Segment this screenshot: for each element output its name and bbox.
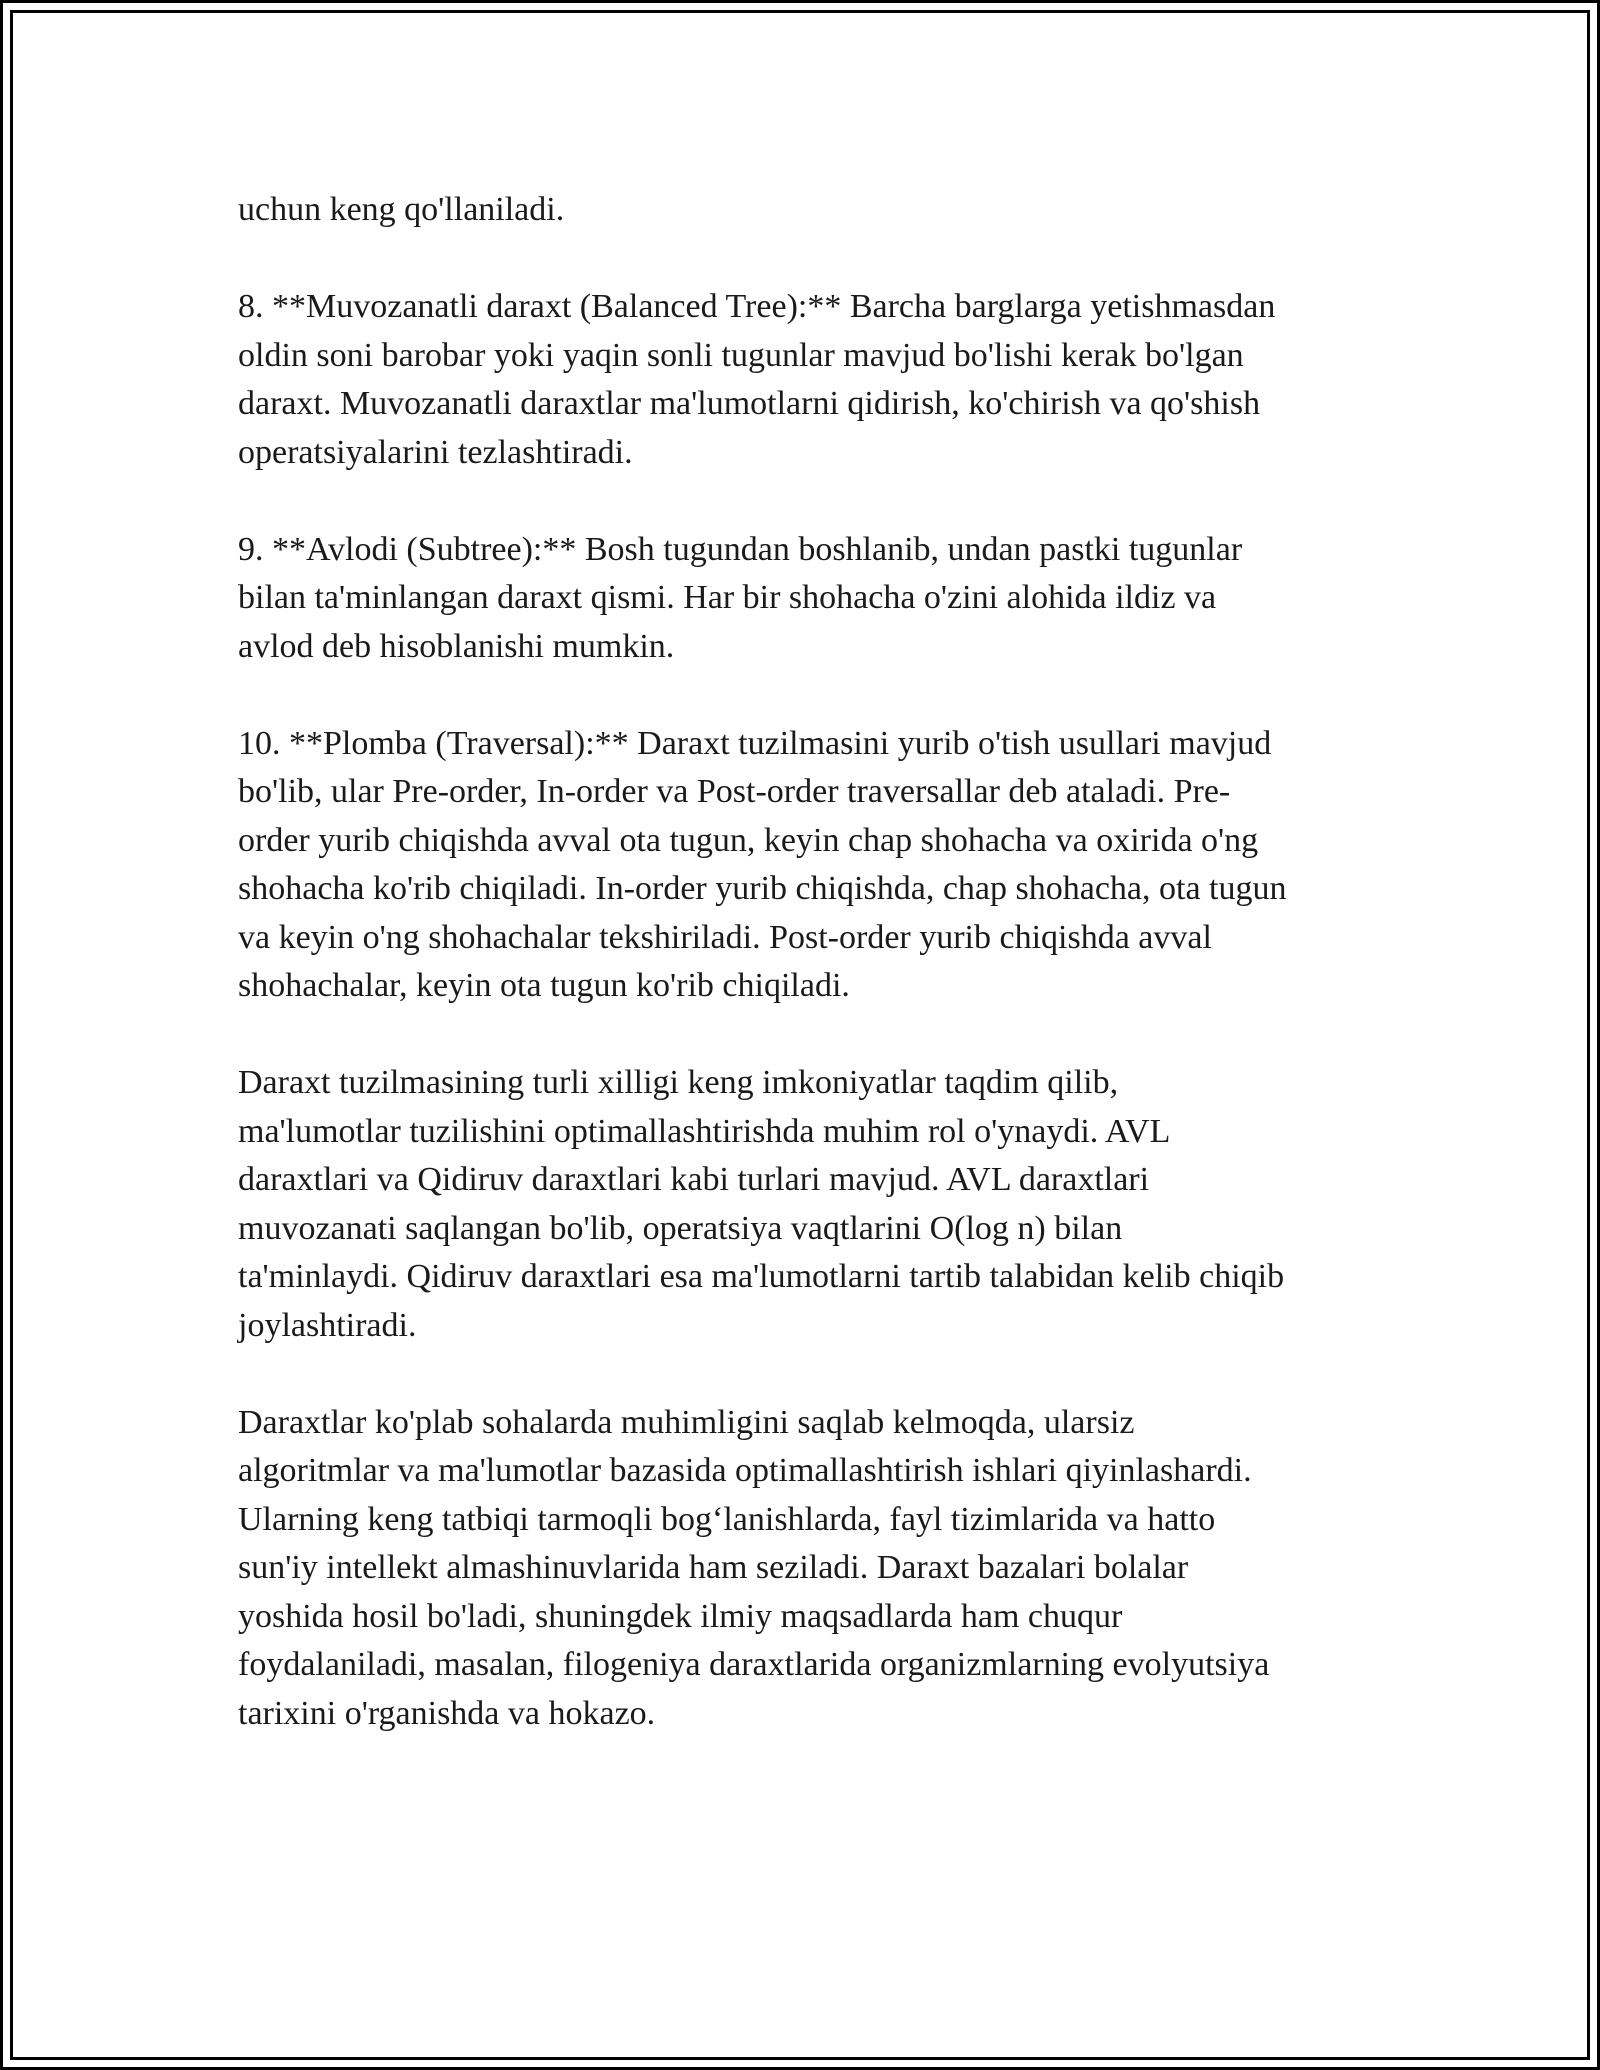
text-line: 9. **Avlodi (Subtree):** Bosh tugundan boshlanib, undan pastki tugunlar	[238, 530, 1243, 568]
document-body	[238, 186, 1378, 1787]
text-line: Ularning keng tatbiqi tarmoqli bog‘lanishlarda, fayl tizimlarida va hatto	[238, 1500, 1216, 1538]
text-line: yoshida hosil bo'ladi, shuningdek ilmiy maqsadlarda ham chuqur	[238, 1597, 1123, 1635]
text-line: muvozanati saqlangan bo'lib, operatsiya vaqtlarini O(log n) bilan	[238, 1209, 1123, 1247]
text-line: va keyin o'ng shohachalar tekshiriladi. Post-order yurib chiqishda avval	[238, 918, 1212, 956]
text-line: shohacha ko'rib chiqiladi. In-order yurib chiqishda, chap shohacha, ota tugun	[238, 870, 1287, 907]
text-line: ma'lumotlar tuzilishini optimallashtirishda muhim rol o'ynaydi. AVL	[238, 1112, 1171, 1150]
paragraph-balanced-tree	[238, 283, 1378, 477]
text-line: foydalaniladi, masalan, filogeniya daraxtlarida organizmlarning evolyutsiya	[238, 1646, 1270, 1683]
paragraph-tree-variety	[238, 1059, 1378, 1350]
text-line: daraxt. Muvozanatli daraxtlar ma'lumotlarni qidirish, ko'chirish va qo'shish	[238, 385, 1261, 422]
text-line: sun'iy intellekt almashinuvlarida ham seziladi. Daraxt bazalari bolalar	[238, 1549, 1189, 1586]
text-line: joylashtiradi.	[238, 1306, 417, 1344]
text-line: daraxtlari va Qidiruv daraxtlari kabi turlari mavjud. AVL daraxtlari	[238, 1161, 1150, 1198]
paragraph-continuation	[238, 186, 1378, 235]
text-line: avlod deb hisoblanishi mumkin.	[238, 627, 675, 665]
text-line: 8. **Muvozanatli daraxt (Balanced Tree):** Barcha barglarga yetishmasdan	[238, 288, 1276, 325]
text-line: ta'minlaydi. Qidiruv daraxtlari esa ma'lumotlarni tartib talabidan kelib chiqib	[238, 1258, 1285, 1295]
text-line: tarixini o'rganishda va hokazo.	[238, 1694, 656, 1732]
text-line: Daraxt tuzilmasining turli xilligi keng imkoniyatlar taqdim qilib,	[238, 1064, 1119, 1101]
paragraph-subtree	[238, 526, 1378, 672]
text-line: bo'lib, ular Pre-order, In-order va Post-order traversallar deb ataladi. Pre-	[238, 773, 1231, 810]
text-line: operatsiyalarini tezlashtiradi.	[238, 433, 633, 471]
text-line: algoritmlar va ma'lumotlar bazasida optimallashtirish ishlari qiyinlashardi.	[238, 1452, 1252, 1489]
text-line: order yurib chiqishda avval ota tugun, keyin chap shohacha va oxirida o'ng	[238, 821, 1259, 859]
text-line: oldin soni barobar yoki yaqin sonli tugunlar mavjud bo'lishi kerak bo'lgan	[238, 336, 1244, 374]
text-line: bilan ta'minlangan daraxt qismi. Har bir shohacha o'zini alohida ildiz va	[238, 579, 1217, 616]
text-line: Daraxtlar ko'plab sohalarda muhimligini saqlab kelmoqda, ularsiz	[238, 1403, 1135, 1441]
text-line: 10. **Plomba (Traversal):** Daraxt tuzilmasini yurib o'tish usullari mavjud	[238, 724, 1272, 762]
text-line: shohachalar, keyin ota tugun ko'rib chiqiladi.	[238, 967, 850, 1004]
paragraph-applications	[238, 1399, 1378, 1739]
text-line: uchun keng qo'llaniladi.	[238, 191, 565, 228]
paragraph-traversal	[238, 720, 1378, 1011]
